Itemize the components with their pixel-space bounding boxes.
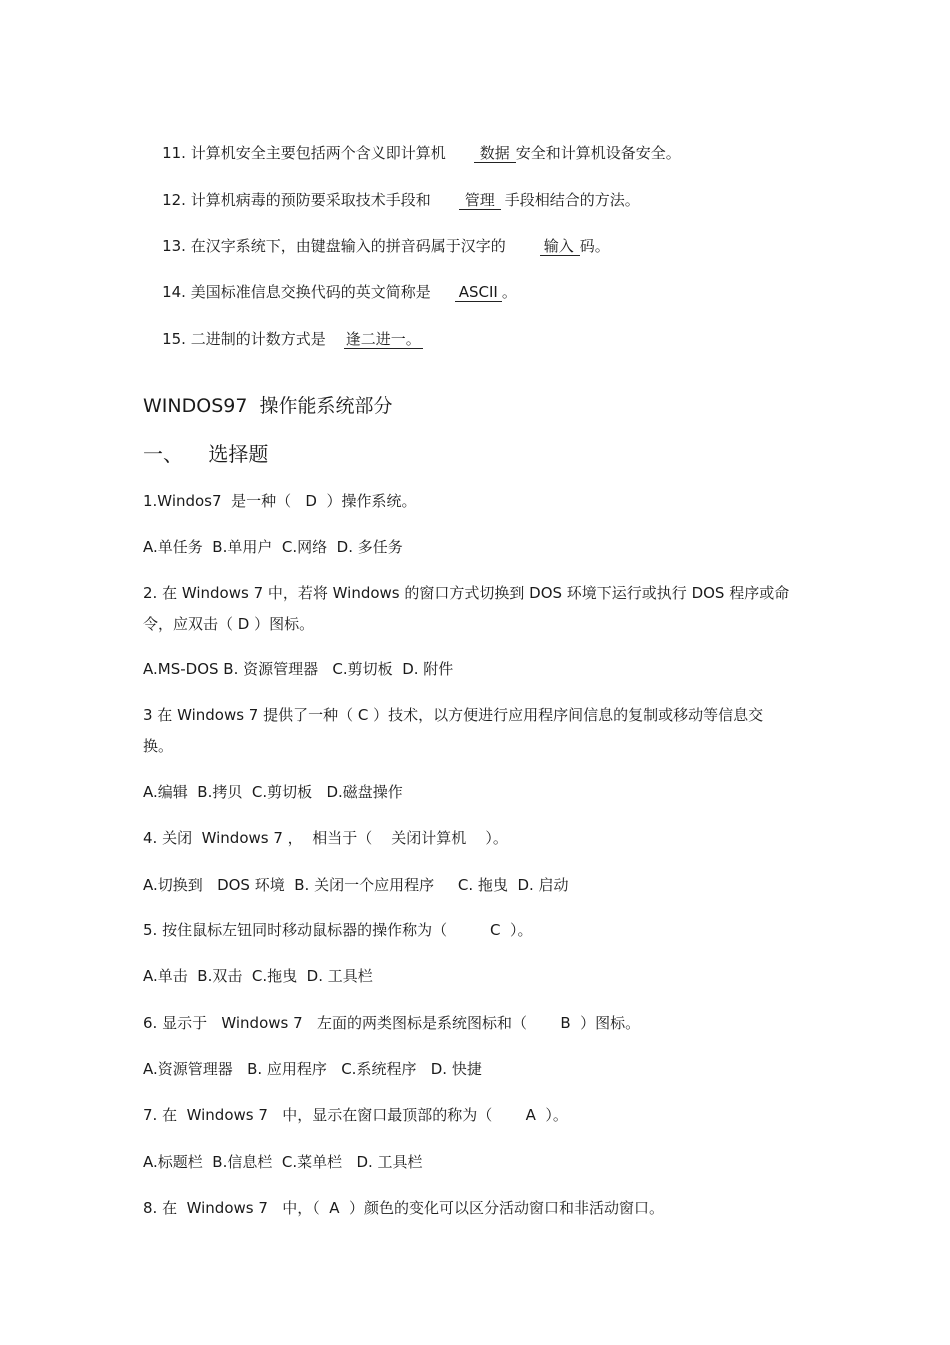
- fill-in-prefix: 13. 在汉字系统下，由键盘输入的拼音码属于汉字的: [162, 237, 506, 255]
- section-title: WINDOS97 操作能系统部分: [143, 395, 393, 417]
- question-5-options: A.单击 B.双击 C.拖曳 D. 工具栏: [143, 967, 373, 985]
- subsection-title: 一、 选择题: [143, 442, 269, 466]
- question-2-options: A.MS-DOS B. 资源管理器 C.剪切板 D. 附件: [143, 660, 454, 678]
- question-8: 8. 在 Windows 7 中，（ A ）颜色的变化可以区分活动窗口和非活动窗口。: [143, 1199, 665, 1217]
- fill-in-prefix: 12. 计算机病毒的预防要采取技术手段和: [162, 191, 431, 209]
- fill-in-prefix: 15. 二进制的计数方式是: [162, 330, 326, 348]
- fill-in-suffix: 安全和计算机设备安全。: [515, 144, 681, 162]
- fill-in-answer: 逢二进一。: [345, 330, 421, 348]
- question-3: 3 在 Windows 7 提供了一种（ C ）技术，以方便进行应用程序间信息的复制或移动等信息交换。: [143, 706, 764, 755]
- question-6-options: A.资源管理器 B. 应用程序 C.系统程序 D. 快捷: [143, 1060, 482, 1078]
- fill-in-answer: 管理: [459, 191, 501, 210]
- question-5: 5. 按住鼠标左钮同时移动鼠标器的操作称为（ C ）。: [143, 921, 533, 939]
- fill-in-answer: 输入: [540, 237, 580, 256]
- question-3-options: A.编辑 B.拷贝 C.剪切板 D.磁盘操作: [143, 783, 403, 801]
- fill-in-answer: ASCII: [455, 283, 502, 302]
- question-1: 1.Windos7 是一种（ D ）操作系统。: [143, 492, 417, 510]
- question-6: 6. 显示于 Windows 7 左面的两类图标是系统图标和（ B ）图标。: [143, 1014, 641, 1032]
- question-7-options: A.标题栏 B.信息栏 C.菜单栏 D. 工具栏: [143, 1153, 423, 1171]
- fill-in-prefix: 14. 美国标准信息交换代码的英文简称是: [162, 283, 431, 301]
- question-2: 2. 在 Windows 7 中，若将 Windows 的窗口方式切换到 DOS 环境下运行或执行 DOS 程序或命令，应双击（ D ）图标。: [143, 584, 790, 633]
- fill-in-prefix: 11. 计算机安全主要包括两个含义即计算机: [162, 144, 446, 162]
- question-4: 4. 关闭 Windows 7 ， 相当于（ 关闭计算机 ）。: [143, 829, 508, 847]
- fill-in-answer: 数据: [474, 144, 516, 163]
- question-7: 7. 在 Windows 7 中，显示在窗口最顶部的称为（ A ）。: [143, 1106, 568, 1124]
- fill-in-item-15: [143, 309, 423, 369]
- fill-in-suffix: 手段相结合的方法。: [504, 191, 640, 209]
- fill-in-suffix: 。: [501, 283, 517, 301]
- question-1-options: A.单任务 B.单用户 C.网络 D. 多任务: [143, 538, 403, 556]
- question-4-options: A.切换到 DOS 环境 B. 关闭一个应用程序 C. 拖曳 D. 启动: [143, 876, 569, 894]
- fill-in-suffix: 码。: [579, 237, 610, 255]
